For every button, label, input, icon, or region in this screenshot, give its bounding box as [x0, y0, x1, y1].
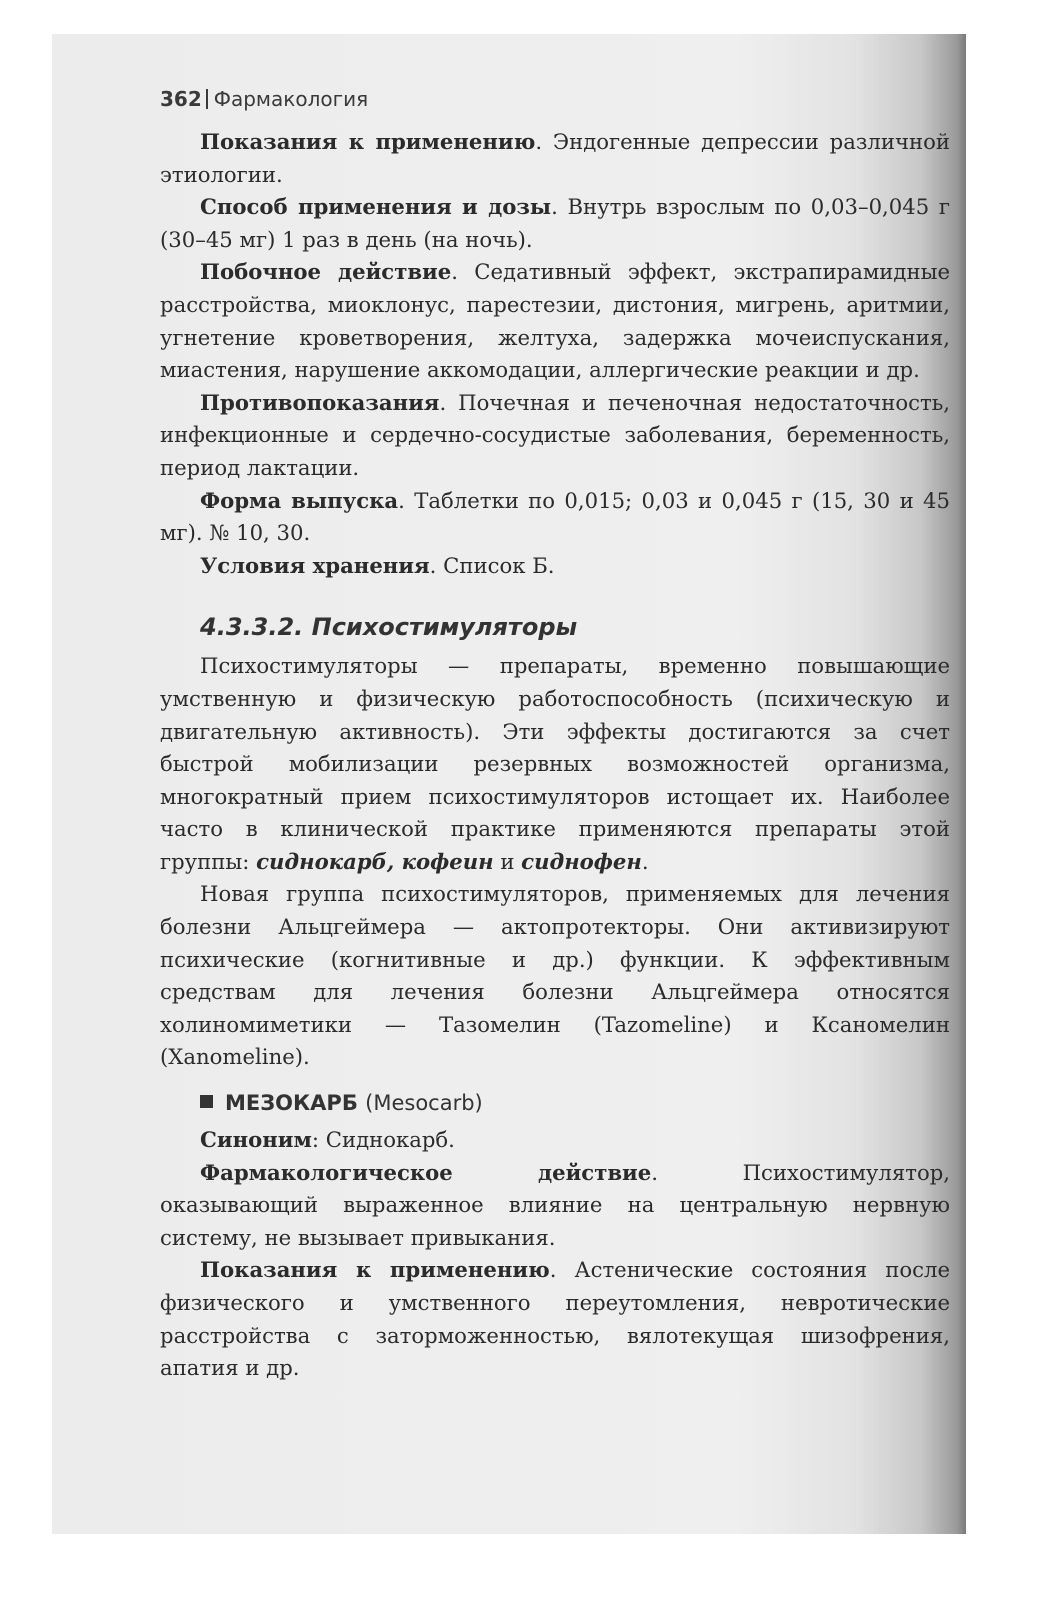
contraindications-paragraph: Противопоказания. Почечная и печеночная недостаточность, инфекционные и сердечно-сосудистые заболевания, беременность, период лактации. [160, 389, 950, 480]
drug-latin-name: (Mesocarb) [365, 1091, 483, 1116]
dosage-paragraph: Способ применения и дозы. Внутрь взрослым по 0,03–0,045 г (30–45 мг) 1 раз в день (на ночь). [160, 194, 950, 252]
scanned-page [52, 34, 966, 1534]
indications-paragraph: Показания к применению. Эндогенные депрессии различной этиологии. [160, 129, 950, 187]
pharmacology-paragraph: Фармакологическое действие. Психостимулятор, оказывающий выраженное влияние на центральную нервную систему, не вызывает привыкания. [160, 1159, 950, 1250]
square-bullet-icon [200, 1095, 213, 1108]
paragraph-label: Форма выпуска [200, 487, 399, 513]
header-divider [206, 89, 208, 109]
alzheimer-paragraph: Новая группа психостимуляторов, применяемых для лечения болезни Альцгеймера — актопротекторы. Они активизируют психические (когнитивные и др.) функции. К эффективным средствам для лечения болезни Альцгеймера относятся холиномиметики — Тазомелин (Tazomeline) и Ксаномелин (Xanomeline). [160, 881, 950, 1070]
synonym-paragraph: Синоним: Сиднокарб. [200, 1127, 455, 1153]
drug-monograph-heading [200, 1086, 950, 1120]
book-title: Фармакология [213, 87, 369, 111]
paragraph-label: Синоним [200, 1127, 312, 1153]
paragraph-label: Показания к применению [200, 1257, 550, 1283]
page-number: 362 [160, 87, 202, 111]
drug-name: сиднофен [521, 848, 642, 874]
paragraph-label: Условия хранения [200, 552, 430, 578]
section-heading: 4.3.3.2. Психостимуляторы [200, 613, 578, 642]
storage-paragraph: Условия хранения. Список Б. [200, 552, 555, 578]
side-effects-paragraph: Побочное действие. Седативный эффект, экстрапирамидные расстройства, миоклонус, парестезии, дистония, мигрень, аритмии, угнетение кроветворения, желтуха, задержка мочеиспускания, миастения, нарушение аккомодации, аллергические реакции и др. [160, 259, 950, 383]
paragraph-label: Способ применения и дозы [200, 194, 552, 220]
release-form-paragraph: Форма выпуска. Таблетки по 0,015; 0,03 и 0,045 г (15, 30 и 45 мг). № 10, 30. [160, 487, 950, 546]
drug-names: сиднокарб, кофеин [256, 848, 494, 874]
drug-title: МЕЗОКАРБ [225, 1091, 358, 1116]
paragraph-label: Противопоказания [200, 389, 440, 415]
intro-paragraph: Психостимуляторы — препараты, временно повышающие умственную и физическую работоспособность (психическую и двигательную активность). Эти эффекты достигаются за счет быстрой мобилизации резервных возможностей организма, многократный прием психостимуляторов истощает их. Наиболее часто в клинической практике применяются препараты этой группы: сиднокарб, кофеин и сиднофен. [160, 653, 950, 874]
paragraph-label: Фармакологическое действие [200, 1159, 652, 1185]
indications-paragraph-2: Показания к применению. Астенические состояния после физического и умственного переутомления, невротические расстройства с заторможенностью, вялотекущая шизофрения, апатия и др. [160, 1257, 950, 1381]
paragraph-label: Побочное действие [200, 259, 452, 285]
running-header [160, 82, 950, 116]
page-content [160, 82, 950, 1385]
paragraph-label: Показания к применению [200, 129, 536, 154]
